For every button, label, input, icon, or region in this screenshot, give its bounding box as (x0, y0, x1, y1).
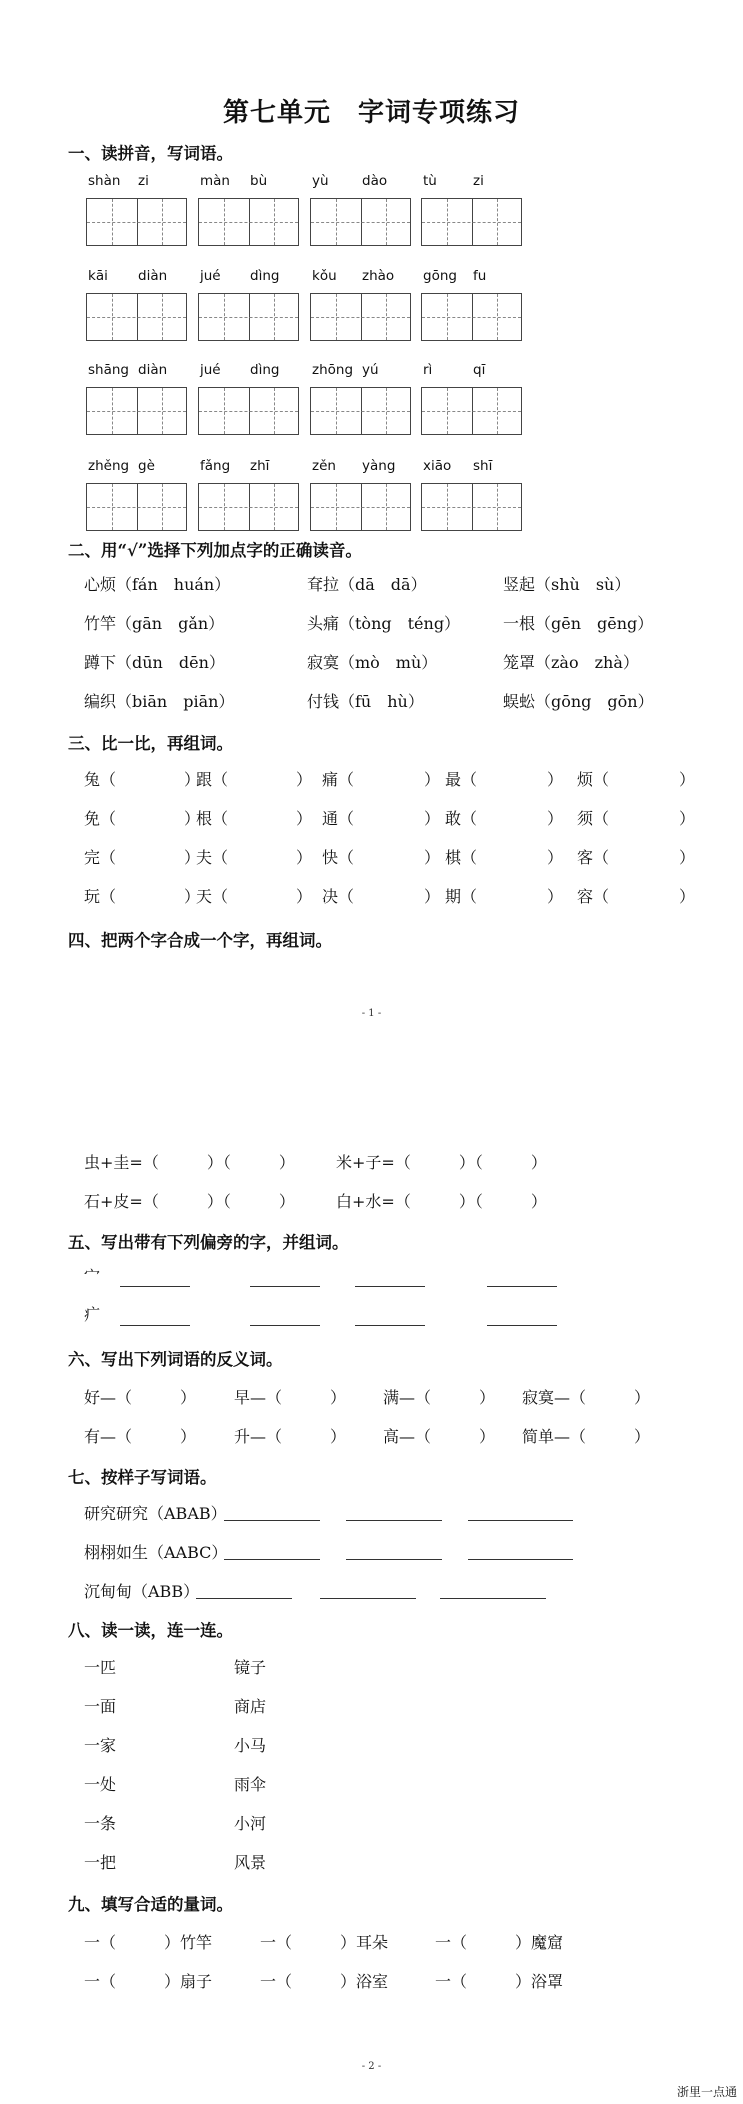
pinyin-text: yàng (362, 458, 396, 474)
antonym-item: 满—（ ） (383, 1388, 496, 1407)
page-number: - 1 - (361, 1008, 382, 1019)
answer-line (250, 1286, 320, 1287)
answer-line (355, 1286, 425, 1287)
pronunciation-item: 耷拉（dā dā） (307, 575, 427, 594)
answer-line (250, 1325, 320, 1326)
compare-char: 通（ (322, 809, 355, 828)
answer-line (468, 1559, 573, 1560)
pinyin-text: zěn (312, 458, 336, 474)
pinyin-text: jué (200, 268, 221, 284)
compare-char: 客（ (577, 848, 610, 867)
answer-line (320, 1598, 416, 1599)
pinyin-text: diàn (138, 268, 168, 284)
pinyin-text: dào (362, 173, 388, 189)
compare-char: 天（ (196, 887, 229, 906)
compare-blank[interactable]: ） (184, 809, 201, 828)
pronunciation-item: 竖起（shù sù） (503, 575, 631, 594)
answer-line (346, 1559, 442, 1560)
pinyin-text: tù (423, 173, 437, 189)
combine-item: 白+水=（ ）（ ） (336, 1192, 547, 1211)
pattern-item: 沉甸甸（ABB） (84, 1582, 200, 1601)
compare-char: 棋（ (445, 848, 478, 867)
section-6-heading: 六、写出下列词语的反义词。 (68, 1350, 283, 1369)
compare-blank[interactable]: ） (679, 809, 696, 828)
section-8-heading: 八、读一读，连一连。 (68, 1621, 233, 1640)
character-writing-grid[interactable] (198, 387, 299, 435)
pinyin-text: zhī (250, 458, 270, 474)
pinyin-text: zhěng (88, 458, 130, 474)
compare-char: 免（ (84, 809, 117, 828)
section-1-heading: 一、读拼音，写词语。 (68, 144, 233, 163)
match-left-item[interactable]: 一把 (84, 1853, 117, 1872)
pinyin-text: zhōng (312, 362, 354, 378)
combine-item: 石+皮=（ ）（ ） (84, 1192, 295, 1211)
character-writing-grid[interactable] (310, 198, 411, 246)
character-writing-grid[interactable] (198, 293, 299, 341)
answer-line (196, 1598, 292, 1599)
pronunciation-item: 心烦（fán huán） (84, 575, 231, 594)
compare-blank[interactable]: ） (679, 770, 696, 789)
combine-item: 虫+圭=（ ）（ ） (84, 1153, 295, 1172)
antonym-item: 好—（ ） (84, 1388, 197, 1407)
pinyin-text: fu (473, 268, 487, 284)
match-right-item[interactable]: 雨伞 (234, 1775, 267, 1794)
pronunciation-item: 笼罩（zào zhà） (503, 653, 639, 672)
compare-char: 最（ (445, 770, 478, 789)
pronunciation-item: 竹竿（gān gǎn） (84, 614, 225, 633)
compare-blank[interactable]: ） (679, 887, 696, 906)
compare-char: 完（ (84, 848, 117, 867)
radical-label: 宀 (84, 1266, 101, 1285)
measure-word-item: 一（ ）魔窟 (435, 1933, 564, 1952)
compare-blank[interactable]: ） (184, 848, 201, 867)
measure-word-item: 一（ ）竹竿 (84, 1933, 213, 1952)
pinyin-text: dìng (250, 268, 280, 284)
compare-char: 夫（ (196, 848, 229, 867)
character-writing-grid[interactable] (198, 198, 299, 246)
character-writing-grid[interactable] (310, 483, 411, 531)
compare-char: 跟（ (196, 770, 229, 789)
compare-char: 决（ (322, 887, 355, 906)
match-left-item[interactable]: 一匹 (84, 1658, 117, 1677)
pronunciation-item: 头痛（tòng téng） (307, 614, 461, 633)
measure-word-item: 一（ ）浴罩 (435, 1972, 564, 1991)
answer-line (440, 1598, 546, 1599)
answer-line (224, 1520, 320, 1521)
compare-char: 期（ (445, 887, 478, 906)
character-writing-grid[interactable] (421, 483, 522, 531)
character-writing-grid[interactable] (86, 387, 187, 435)
pronunciation-item: 付钱（fū hù） (307, 692, 424, 711)
character-writing-grid[interactable] (421, 387, 522, 435)
compare-char: 兔（ (84, 770, 117, 789)
answer-line (487, 1325, 557, 1326)
character-writing-grid[interactable] (86, 293, 187, 341)
match-left-item[interactable]: 一条 (84, 1814, 117, 1833)
pinyin-text: shī (473, 458, 493, 474)
compare-blank[interactable]: ） (679, 848, 696, 867)
answer-line (468, 1520, 573, 1521)
compare-blank[interactable]: ） (424, 809, 441, 828)
pinyin-text: gōng (423, 268, 457, 284)
pinyin-text: yù (312, 173, 329, 189)
section-5-heading: 五、写出带有下列偏旁的字，并组词。 (68, 1233, 349, 1252)
radical-label: 疒 (84, 1305, 101, 1324)
pinyin-text: zhào (362, 268, 395, 284)
pinyin-text: gè (138, 458, 155, 474)
answer-line (487, 1286, 557, 1287)
character-writing-grid[interactable] (86, 198, 187, 246)
pinyin-text: jué (200, 362, 221, 378)
character-writing-grid[interactable] (421, 293, 522, 341)
section-4-heading: 四、把两个字合成一个字，再组词。 (68, 931, 332, 950)
pinyin-text: shàn (88, 173, 121, 189)
compare-blank[interactable]: ） (296, 887, 313, 906)
compare-blank[interactable]: ） (424, 848, 441, 867)
pinyin-text: diàn (138, 362, 168, 378)
pinyin-text: rì (423, 362, 433, 378)
compare-char: 痛（ (322, 770, 355, 789)
match-left-item[interactable]: 一家 (84, 1736, 117, 1755)
pinyin-text: màn (200, 173, 230, 189)
compare-char: 玩（ (84, 887, 117, 906)
compare-blank[interactable]: ） (296, 809, 313, 828)
antonym-item: 简单—（ ） (522, 1427, 651, 1446)
pinyin-text: kǒu (312, 268, 337, 284)
measure-word-item: 一（ ）扇子 (84, 1972, 213, 1991)
pinyin-text: xiāo (423, 458, 452, 474)
page-title: 第七单元 字词专项练习 (222, 98, 520, 128)
pronunciation-item: 蜈蚣（gōng gōn） (503, 692, 654, 711)
compare-blank[interactable]: ） (547, 887, 564, 906)
measure-word-item: 一（ ）浴室 (260, 1972, 389, 1991)
compare-blank[interactable]: ） (424, 887, 441, 906)
character-writing-grid[interactable] (198, 483, 299, 531)
pattern-item: 研究研究（ABAB） (84, 1504, 227, 1523)
match-right-item[interactable]: 小河 (234, 1814, 267, 1833)
answer-line (120, 1325, 190, 1326)
compare-blank[interactable]: ） (424, 770, 441, 789)
footer-brand: 浙里一点通 (676, 2085, 737, 2099)
section-9-heading: 九、填写合适的量词。 (68, 1895, 233, 1914)
compare-char: 快（ (322, 848, 355, 867)
pinyin-text: bù (250, 173, 268, 189)
compare-char: 敢（ (445, 809, 478, 828)
pinyin-text: zi (473, 173, 484, 189)
character-writing-grid[interactable] (310, 293, 411, 341)
pinyin-text: fǎng (200, 458, 231, 474)
pinyin-text: zi (138, 173, 149, 189)
pronunciation-item: 蹲下（dūn dēn） (84, 653, 225, 672)
match-right-item[interactable]: 小马 (234, 1736, 267, 1755)
match-right-item[interactable]: 镜子 (234, 1658, 267, 1677)
antonym-item: 寂寞—（ ） (522, 1388, 651, 1407)
answer-line (120, 1286, 190, 1287)
compare-char: 根（ (196, 809, 229, 828)
pinyin-text: shāng (88, 362, 129, 378)
answer-line (224, 1559, 320, 1560)
compare-char: 须（ (577, 809, 610, 828)
compare-blank[interactable]: ） (296, 848, 313, 867)
match-left-item[interactable]: 一处 (84, 1775, 117, 1794)
match-left-item[interactable]: 一面 (84, 1697, 117, 1716)
pinyin-text: kāi (88, 268, 108, 284)
pinyin-text: dìng (250, 362, 280, 378)
compare-blank[interactable]: ） (296, 770, 313, 789)
compare-blank[interactable]: ） (547, 848, 564, 867)
antonym-item: 升—（ ） (234, 1427, 347, 1446)
compare-blank[interactable]: ） (547, 770, 564, 789)
pattern-item: 栩栩如生（AABC） (84, 1543, 228, 1562)
match-right-item[interactable]: 风景 (234, 1853, 267, 1872)
combine-item: 米+子=（ ）（ ） (336, 1153, 547, 1172)
character-writing-grid[interactable] (86, 483, 187, 531)
section-2-heading: 二、用“√”选择下列加点字的正确读音。 (68, 541, 362, 560)
page-number: - 2 - (361, 2061, 382, 2072)
compare-char: 容（ (577, 887, 610, 906)
pronunciation-item: 编织（biān piān） (84, 692, 235, 711)
answer-line (355, 1325, 425, 1326)
compare-blank[interactable]: ） (184, 887, 201, 906)
compare-char: 烦（ (577, 770, 610, 789)
pronunciation-item: 寂寞（mò mù） (307, 653, 438, 672)
measure-word-item: 一（ ）耳朵 (260, 1933, 389, 1952)
antonym-item: 高—（ ） (383, 1427, 496, 1446)
match-right-item[interactable]: 商店 (234, 1697, 267, 1716)
answer-line (346, 1520, 442, 1521)
section-7-heading: 七、按样子写词语。 (68, 1468, 217, 1487)
section-3-heading: 三、比一比，再组词。 (68, 734, 233, 753)
pronunciation-item: 一根（gēn gēng） (503, 614, 654, 633)
antonym-item: 有—（ ） (84, 1427, 197, 1446)
compare-blank[interactable]: ） (184, 770, 201, 789)
pinyin-text: yú (362, 362, 379, 378)
antonym-item: 早—（ ） (234, 1388, 347, 1407)
character-writing-grid[interactable] (310, 387, 411, 435)
compare-blank[interactable]: ） (547, 809, 564, 828)
pinyin-text: qī (473, 362, 486, 378)
character-writing-grid[interactable] (421, 198, 522, 246)
